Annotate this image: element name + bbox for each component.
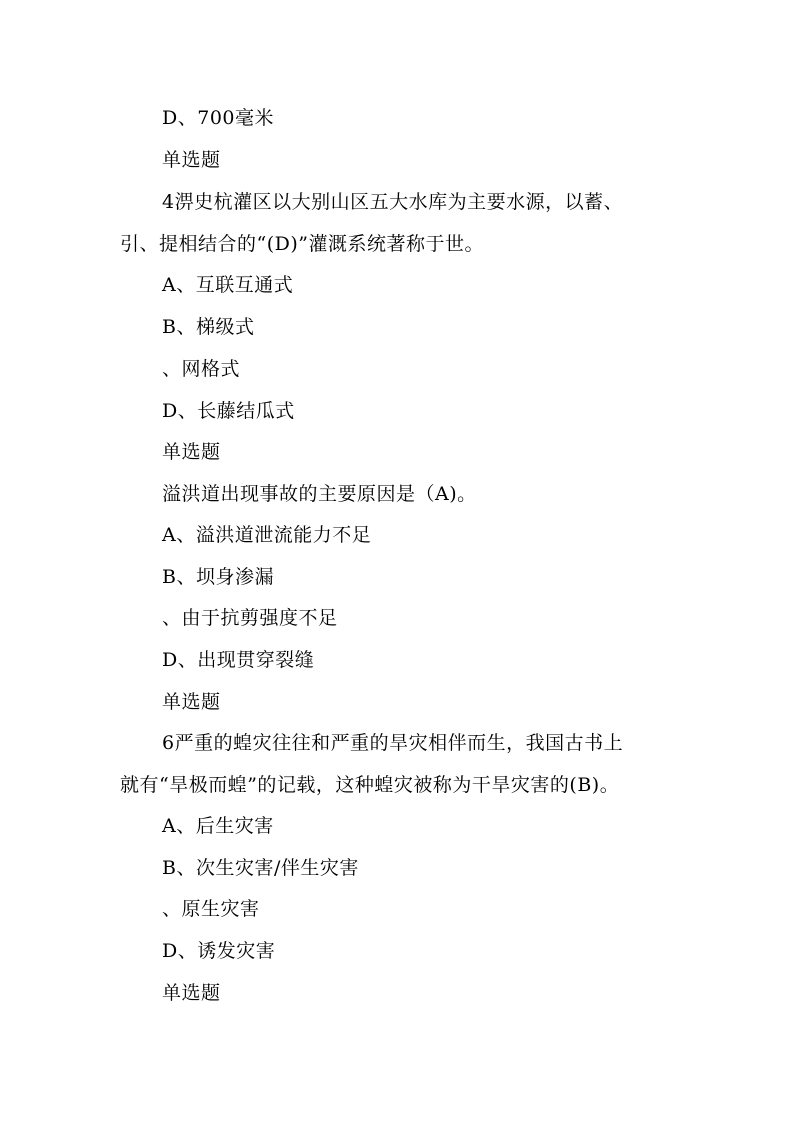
- option-b-q6: B、次生灾害/伴生灾害: [162, 857, 359, 879]
- question-6-text-line1: 6严重的蝗灾往往和严重的旱灾相伴而生，我国古书上: [162, 732, 624, 754]
- option-a-q6: A、后生灾害: [162, 815, 274, 837]
- option-c-q5: 、由于抗剪强度不足: [162, 607, 338, 629]
- option-c-q6: 、原生灾害: [162, 898, 260, 920]
- option-a-q5: A、溢洪道泄流能力不足: [162, 524, 372, 546]
- option-a-q4: A、互联互通式: [162, 274, 294, 296]
- question-5-text: 溢洪道出现事故的主要原因是（A)。: [162, 483, 477, 505]
- question-type-label: 单选题: [162, 149, 221, 171]
- option-c-q4: 、网格式: [162, 358, 241, 380]
- option-d-q4: D、长藤结瓜式: [162, 400, 295, 422]
- question-4-text-line1: 4淠史杭灌区以大别山区五大水库为主要水源，以蓄、: [162, 191, 624, 213]
- question-type-label: 单选题: [162, 441, 221, 463]
- question-4-text-line2: 引、提相结合的“(D)”灌溉系统著称于世。: [120, 233, 484, 255]
- question-type-label: 单选题: [162, 691, 221, 713]
- question-type-label: 单选题: [162, 982, 221, 1004]
- question-6-text-line2: 就有“旱极而蝗”的记载，这种蝗灾被称为干旱灾害的(B)。: [120, 774, 620, 796]
- option-d-q5: D、出现贯穿裂缝: [162, 649, 315, 671]
- option-b-q4: B、梯级式: [162, 316, 255, 338]
- option-d-q6: D、诱发灾害: [162, 940, 276, 962]
- option-b-q5: B、坝身渗漏: [162, 566, 274, 588]
- option-d-q3: D、700毫米: [162, 107, 274, 129]
